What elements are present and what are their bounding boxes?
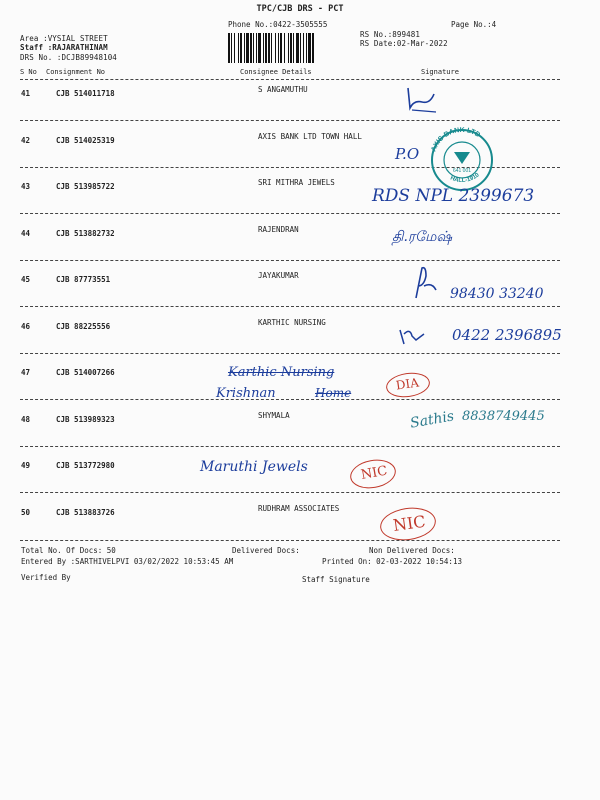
- row-sno: 49: [21, 461, 31, 470]
- handwriting-row48-name: Sathis: [408, 408, 456, 432]
- barcode-bar: [231, 33, 232, 63]
- barcode-bar: [253, 33, 254, 63]
- barcode-bar: [268, 33, 270, 63]
- footer-divider: [20, 540, 560, 541]
- svg-text:AXIS BANK LTD: [430, 127, 481, 153]
- signature-scribble-row45: [412, 264, 442, 300]
- dia-stamp-text: DIA: [395, 375, 420, 393]
- page-number: Page No.:4: [451, 20, 497, 29]
- barcode-bar: [250, 33, 252, 63]
- handwriting-row42: P.O: [395, 145, 420, 163]
- signature-scribble-row41: [400, 82, 440, 116]
- document-title: TPC/CJB DRS - PCT: [256, 4, 344, 14]
- row-sno: 50: [21, 507, 31, 517]
- barcode-bar: [238, 33, 239, 63]
- delivered-docs: Delivered Docs:: [232, 546, 300, 555]
- row-consignment-no: CJB 513989323: [56, 414, 115, 424]
- axis-bank-stamp: [424, 126, 500, 192]
- barcode-bar: [228, 33, 230, 63]
- barcode-bar: [290, 33, 292, 63]
- row-sno: 46: [21, 321, 31, 331]
- barcode-bar: [234, 33, 235, 63]
- handwriting-row47-struck2: Home: [315, 386, 352, 400]
- row-divider: [20, 120, 560, 121]
- stamp-code: 641 001: [452, 168, 472, 174]
- rs-date: RS Date:02-Mar-2022: [360, 39, 448, 48]
- handwriting-row46: 0422 2396895: [452, 326, 562, 344]
- barcode-bar: [244, 33, 245, 63]
- row-consignment-no: CJB 88225556: [56, 321, 111, 331]
- header-divider: [20, 79, 560, 80]
- row-consignment-no: CJB 513883726: [56, 507, 115, 517]
- barcode-bar: [288, 33, 289, 63]
- row-divider: [20, 446, 560, 447]
- barcode-bar: [284, 33, 285, 63]
- barcode-bar: [265, 33, 267, 63]
- row-consignee: KARTHIC NURSING: [258, 317, 326, 327]
- row-consignee: JAYAKUMAR: [258, 271, 299, 280]
- row-sno: 43: [21, 182, 31, 191]
- barcode-bar: [275, 33, 276, 63]
- row-divider: [20, 353, 560, 354]
- row-consignment-no: CJB 513772980: [56, 461, 115, 470]
- drs-number: DRS No. :DCJB89948104: [20, 53, 117, 62]
- row-sno: 41: [21, 89, 31, 98]
- row-consignment-no: CJB 514025319: [56, 135, 115, 145]
- row-consignment-no: CJB 514007266: [56, 368, 115, 377]
- barcode-bar: [256, 33, 257, 63]
- handwriting-row43: RDS NPL 2399673: [372, 186, 535, 206]
- barcode-bar: [246, 33, 249, 63]
- row-consignment-no: CJB 513985722: [56, 182, 115, 191]
- row-sno: 48: [21, 414, 31, 424]
- row-consignee: S ANGAMUTHU: [258, 85, 308, 94]
- nic-stamp-row50: [378, 504, 438, 543]
- handwriting-row48-phone: 8838749445: [462, 409, 545, 424]
- row-consignee: SHYMALA: [258, 410, 290, 420]
- barcode-bar: [296, 33, 299, 63]
- handwriting-row44: தி.ரமேஷ்: [392, 229, 453, 245]
- barcode-bar: [303, 33, 304, 63]
- row-consignee: SRI MITHRA JEWELS: [258, 178, 335, 187]
- barcode-bar: [300, 33, 301, 63]
- stamp-bottom-text: HALL-1910: [449, 172, 481, 185]
- row-divider: [20, 260, 560, 261]
- phone-number: Phone No.:0422-3505555: [228, 20, 328, 29]
- barcode-bar: [271, 33, 272, 63]
- row-divider: [20, 399, 560, 400]
- row-consignment-no: CJB 87773551: [56, 275, 111, 284]
- row-consignment-no: CJB 513882732: [56, 228, 115, 238]
- stamp-top-text: AXIS BANK LTD: [430, 126, 482, 153]
- row-consignment-no: CJB 514011718: [56, 89, 115, 98]
- handwriting-row45: 98430 33240: [450, 286, 544, 302]
- col-header-signature: Signature: [421, 68, 459, 76]
- entered-by: Entered By :SARTHIVELPVI 03/02/2022 10:53:45 AM: [21, 557, 234, 566]
- dia-stamp: [385, 370, 432, 400]
- barcode-bar: [306, 33, 307, 63]
- barcode-bar: [308, 33, 311, 63]
- verified-by: Verified By: [21, 573, 71, 582]
- row-divider: [20, 306, 560, 307]
- barcode-bar: [280, 33, 282, 63]
- nic-stamp-row50-text: NIC: [391, 511, 427, 535]
- row-sno: 44: [21, 228, 31, 238]
- non-delivered-docs: Non Delivered Docs:: [369, 546, 455, 555]
- nic-stamp-row49-text: NIC: [359, 463, 389, 483]
- barcode-bar: [263, 33, 264, 63]
- area-label: Area :VYSIAL STREET: [20, 34, 108, 43]
- barcode: [228, 33, 358, 63]
- nic-stamp-row49: [348, 456, 398, 492]
- col-header-consignment: Consignment No: [46, 68, 106, 76]
- total-docs: Total No. Of Docs: 50: [21, 546, 116, 555]
- rs-number: RS No.:899481: [360, 30, 420, 39]
- barcode-bar: [258, 33, 261, 63]
- row-consignee: RAJENDRAN: [258, 224, 299, 234]
- barcode-bar: [312, 33, 314, 63]
- barcode-bar: [278, 33, 279, 63]
- printed-on: Printed On: 02-03-2022 10:54:13: [322, 557, 462, 566]
- row-consignee: RUDHRAM ASSOCIATES: [258, 503, 340, 513]
- col-header-consignee: Consignee Details: [240, 68, 312, 76]
- row-sno: 45: [21, 275, 31, 284]
- barcode-bar: [293, 33, 294, 63]
- signature-scribble-row46: [398, 326, 430, 346]
- col-header-sno: S No: [20, 68, 37, 76]
- barcode-bar: [240, 33, 242, 63]
- handwriting-row47-name: Krishnan: [216, 386, 276, 401]
- row-divider: [20, 492, 560, 493]
- row-sno: 47: [21, 368, 31, 377]
- handwriting-row49: Maruthi Jewels: [200, 459, 308, 475]
- handwriting-row47-struck: Karthic Nursing: [228, 365, 335, 380]
- row-consignee: AXIS BANK LTD TOWN HALL: [258, 131, 362, 141]
- staff-label: Staff :RAJARATHINAM: [20, 43, 108, 52]
- staff-signature: Staff Signature: [302, 575, 370, 584]
- row-sno: 42: [21, 135, 31, 145]
- row-divider: [20, 213, 560, 214]
